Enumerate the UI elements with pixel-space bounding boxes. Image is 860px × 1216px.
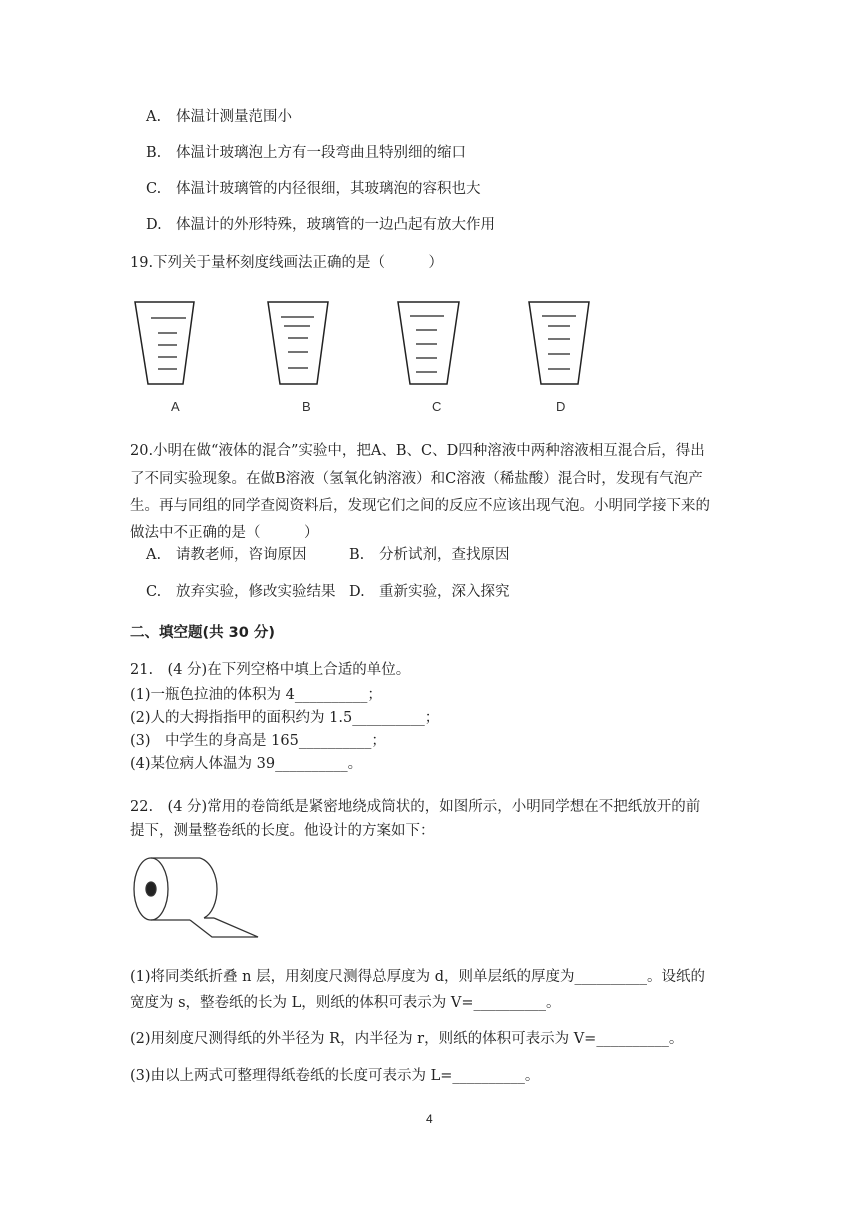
q21-item-3: (3) 中学生的身高是 165__________； <box>130 733 386 749</box>
q21-stem: 21. (4 分)在下列空格中填上合适的单位。 <box>130 662 411 678</box>
option-text: 放弃实验，修改实验结果 <box>176 584 336 600</box>
paper-roll-icon <box>128 852 268 944</box>
section-title: 二、填空题(共 30 分) <box>130 625 276 641</box>
q18-option-b <box>146 143 466 163</box>
q20-line-4: 做法中不正确的是（ ） <box>130 525 319 541</box>
option-text: 体温计玻璃泡上方有一段弯曲且特别细的缩口 <box>176 145 466 161</box>
option-letter: B. <box>349 547 365 563</box>
q20-option-a <box>146 545 307 565</box>
option-letter: B. <box>146 145 162 161</box>
q20-option-c <box>146 582 336 602</box>
q22-part1-line-1: (1)将同类纸折叠 n 层，用刻度尺测得总厚度为 d，则单层纸的厚度为__________。设纸的 <box>130 969 705 985</box>
cup-label-c: C <box>432 399 442 414</box>
cup-label-a: A <box>171 399 180 414</box>
cup-b-icon <box>268 302 328 384</box>
q22-stem-line-2: 提下，测量整卷纸的长度。他设计的方案如下： <box>130 823 435 839</box>
option-text: 体温计的外形特殊，玻璃管的一边凸起有放大作用 <box>176 217 495 233</box>
option-letter: C. <box>146 584 162 600</box>
cup-label-d: D <box>556 399 566 414</box>
q20-line-2: 了不同实验现象。在做B溶液（氢氧化钠溶液）和C溶液（稀盐酸）混合时，发现有气泡产 <box>130 471 703 487</box>
option-text: 重新实验，深入探究 <box>379 584 510 600</box>
cup-label-b: B <box>302 399 311 414</box>
option-letter: A. <box>146 109 162 125</box>
cup-a-icon <box>135 302 194 384</box>
option-letter: A. <box>146 547 162 563</box>
option-text: 分析试剂，查找原因 <box>379 547 510 563</box>
q19-stem: 19.下列关于量杯刻度线画法正确的是（ ） <box>130 255 444 271</box>
q22-stem-line-1: 22. (4 分)常用的卷筒纸是紧密地绕成筒状的，如图所示，小明同学想在不把纸放开的前 <box>130 799 701 815</box>
option-letter: C. <box>146 181 162 197</box>
option-letter: D. <box>349 584 365 600</box>
q18-option-d <box>146 215 495 235</box>
cup-c-icon <box>398 302 459 384</box>
q18-option-a <box>146 107 292 127</box>
option-text: 体温计测量范围小 <box>176 109 292 125</box>
q22-part1-line-2: 宽度为 s，整卷纸的长为 L，则纸的体积可表示为 V=__________。 <box>130 995 561 1011</box>
q21-item-2: (2)人的大拇指指甲的面积约为 1.5__________； <box>130 710 440 726</box>
q20-line-1: 20.小明在做“液体的混合”实验中，把A、B、C、D四种溶液中两种溶液相互混合后，得出 <box>130 443 705 459</box>
q22-part3: (3)由以上两式可整理得纸卷纸的长度可表示为 L=__________。 <box>130 1068 540 1084</box>
measuring-cups-figure <box>120 290 600 420</box>
q18-option-c <box>146 179 481 199</box>
q20-option-b <box>349 545 510 565</box>
page-number: 4 <box>426 1112 433 1126</box>
q20-option-d <box>349 582 510 602</box>
option-text: 请教老师，咨询原因 <box>176 547 307 563</box>
q21-item-4: (4)某位病人体温为 39__________。 <box>130 756 363 772</box>
q21-item-1: (1)一瓶色拉油的体积为 4__________； <box>130 687 382 703</box>
q20-line-3: 生。再与同组的同学查阅资料后，发现它们之间的反应不应该出现气泡。小明同学接下来的 <box>130 498 710 514</box>
q22-part2: (2)用刻度尺测得纸的外半径为 R，内半径为 r，则纸的体积可表示为 V=__________。 <box>130 1031 684 1047</box>
cup-d-icon <box>529 302 589 384</box>
option-text: 体温计玻璃管的内径很细，其玻璃泡的容积也大 <box>176 181 481 197</box>
option-letter: D. <box>146 217 162 233</box>
